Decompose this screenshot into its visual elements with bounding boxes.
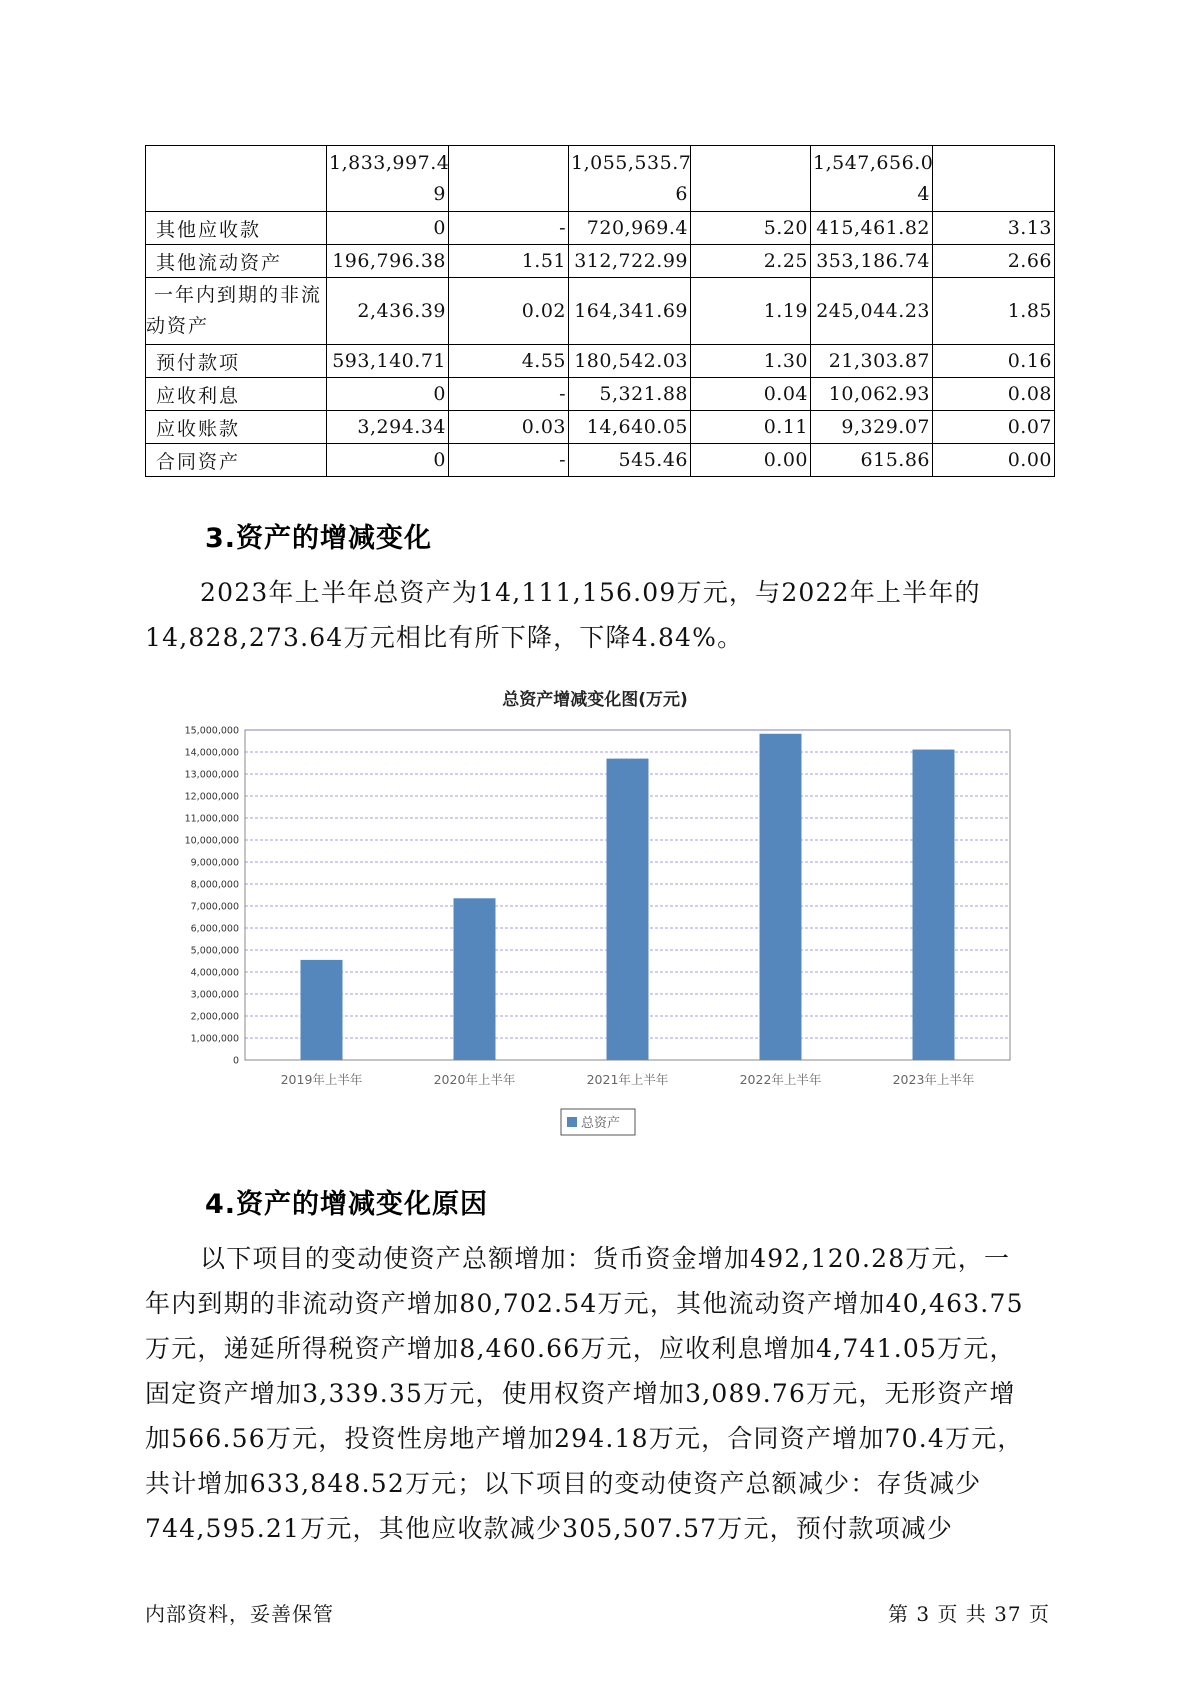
bar	[301, 960, 343, 1060]
cell-value: 593,140.71	[327, 345, 449, 378]
table-row	[146, 411, 1055, 444]
cell-value: 10,062.93	[811, 378, 933, 411]
cell-value: 720,969.4	[569, 212, 691, 245]
cell-value: 1,055,535.7 6	[569, 146, 691, 212]
cell-percent: 0.08	[933, 378, 1055, 411]
table-row	[146, 212, 1055, 245]
section-heading: 3.资产的增减变化	[205, 523, 433, 554]
y-tick-label: 3,000,000	[190, 989, 239, 1001]
paragraph-line: 744,595.21万元，其他应收款减少305,507.57万元，预付款项减少	[145, 1514, 954, 1543]
paragraph-line: 固定资产增加3,339.35万元，使用权资产增加3,089.76万元，无形资产增	[145, 1379, 1016, 1408]
cell-percent: 2.66	[933, 245, 1055, 278]
cell-value: 196,796.38	[327, 245, 449, 278]
table-row	[146, 378, 1055, 411]
cell-value: 312,722.99	[569, 245, 691, 278]
cell-value: 245,044.23	[811, 278, 933, 345]
cell-percent: 1.85	[933, 278, 1055, 345]
y-tick-label: 9,000,000	[190, 857, 239, 869]
cell-percent: 5.20	[691, 212, 811, 245]
y-tick-label: 1,000,000	[190, 1033, 239, 1045]
y-tick-label: 6,000,000	[190, 923, 239, 935]
cell-percent	[691, 146, 811, 212]
total-assets-chart	[160, 683, 1030, 1143]
x-tick-label: 2020年上半年	[433, 1072, 516, 1087]
cell-value: 9,329.07	[811, 411, 933, 444]
cell-percent: 0.16	[933, 345, 1055, 378]
cell-value: 0	[327, 444, 449, 477]
section4-paragraph	[145, 1236, 1050, 1551]
table-row	[146, 345, 1055, 378]
bar-chart	[160, 683, 1030, 1143]
cell-value: 1,547,656.0 4	[811, 146, 933, 212]
paragraph-line: 加566.56万元，投资性房地产增加294.18万元，合同资产增加70.4万元，	[145, 1424, 1024, 1453]
cell-value: 14,640.05	[569, 411, 691, 444]
page-number: 第 3 页 共 37 页	[888, 1602, 1050, 1626]
row-label: 合同资产	[146, 444, 327, 477]
y-tick-label: 11,000,000	[184, 813, 239, 825]
x-tick-label: 2022年上半年	[739, 1072, 822, 1087]
chart-title: 总资产增减变化图(万元)	[502, 690, 688, 710]
table-row	[146, 278, 1055, 345]
row-label: 其他应收款	[146, 212, 327, 245]
cell-percent: -	[449, 378, 569, 411]
cell-percent: 4.55	[449, 345, 569, 378]
cell-percent: 0.00	[691, 444, 811, 477]
y-tick-label: 8,000,000	[190, 879, 239, 891]
y-tick-label: 14,000,000	[184, 747, 239, 759]
cell-percent	[933, 146, 1055, 212]
cell-percent: 1.30	[691, 345, 811, 378]
y-tick-label: 0	[232, 1055, 239, 1067]
cell-value: 21,303.87	[811, 345, 933, 378]
y-tick-label: 5,000,000	[190, 945, 239, 957]
paragraph-line: 万元，递延所得税资产增加8,460.66万元，应收利息增加4,741.05万元，	[145, 1334, 1016, 1363]
cell-value: 3,294.34	[327, 411, 449, 444]
paragraph-line: 2023年上半年总资产为14,111,156.09万元，与2022年上半年的	[200, 578, 981, 607]
cell-value: 0	[327, 212, 449, 245]
cell-value: 415,461.82	[811, 212, 933, 245]
cell-value: 545.46	[569, 444, 691, 477]
cell-percent: 0.02	[449, 278, 569, 345]
bar	[454, 898, 496, 1060]
table-row	[146, 444, 1055, 477]
cell-percent: 1.51	[449, 245, 569, 278]
paragraph-line: 年内到期的非流动资产增加80,702.54万元，其他流动资产增加40,463.75	[145, 1289, 1024, 1318]
cell-value: 5,321.88	[569, 378, 691, 411]
y-tick-label: 13,000,000	[184, 769, 239, 781]
cell-value: 353,186.74	[811, 245, 933, 278]
cell-value: 0	[327, 378, 449, 411]
cell-percent: 2.25	[691, 245, 811, 278]
section3-paragraph	[145, 570, 1050, 660]
paragraph-line: 共计增加633,848.52万元；以下项目的变动使资产总额减少：存货减少	[145, 1469, 982, 1498]
cell-percent: 1.19	[691, 278, 811, 345]
row-label	[146, 146, 327, 212]
y-tick-label: 2,000,000	[190, 1011, 239, 1023]
cell-value: 164,341.69	[569, 278, 691, 345]
cell-value: 2,436.39	[327, 278, 449, 345]
x-tick-label: 2021年上半年	[586, 1072, 669, 1087]
paragraph-line: 以下项目的变动使资产总额增加：货币资金增加492,120.28万元，一	[200, 1244, 1011, 1273]
cell-percent: 0.07	[933, 411, 1055, 444]
table-row	[146, 245, 1055, 278]
cell-value: 1,833,997.4 9	[327, 146, 449, 212]
cell-percent: 0.00	[933, 444, 1055, 477]
row-label: 其他流动资产	[146, 245, 327, 278]
x-tick-label: 2019年上半年	[280, 1072, 363, 1087]
bar	[607, 759, 649, 1060]
table-row	[146, 146, 1055, 212]
row-label: 一年内到期的非流 动资产	[146, 278, 327, 345]
legend-swatch	[567, 1117, 577, 1127]
cell-percent: 0.11	[691, 411, 811, 444]
x-axis-ticks	[281, 1072, 975, 1087]
cell-percent: -	[449, 444, 569, 477]
y-tick-label: 15,000,000	[184, 725, 239, 737]
cell-percent: 0.03	[449, 411, 569, 444]
footer-left: 内部资料，妥善保管	[145, 1602, 334, 1626]
cell-percent: 3.13	[933, 212, 1055, 245]
y-tick-label: 4,000,000	[190, 967, 239, 979]
y-axis-ticks	[185, 726, 239, 1067]
row-label: 应收利息	[146, 378, 327, 411]
cell-value: 180,542.03	[569, 345, 691, 378]
cell-percent: 0.04	[691, 378, 811, 411]
section-heading: 4.资产的增减变化原因	[205, 1189, 489, 1220]
y-tick-label: 7,000,000	[190, 901, 239, 913]
row-label: 应收账款	[146, 411, 327, 444]
paragraph-line: 14,828,273.64万元相比有所下降，下降4.84%。	[145, 623, 744, 652]
y-tick-label: 10,000,000	[184, 835, 239, 847]
bar	[760, 734, 802, 1060]
x-tick-label: 2023年上半年	[892, 1072, 975, 1087]
y-tick-label: 12,000,000	[184, 791, 239, 803]
legend-label: 总资产	[581, 1116, 621, 1131]
asset-table	[145, 145, 1055, 477]
cell-value: 615.86	[811, 444, 933, 477]
bar	[913, 750, 955, 1060]
cell-percent	[449, 146, 569, 212]
cell-percent: -	[449, 212, 569, 245]
legend	[561, 1109, 635, 1135]
row-label: 预付款项	[146, 345, 327, 378]
